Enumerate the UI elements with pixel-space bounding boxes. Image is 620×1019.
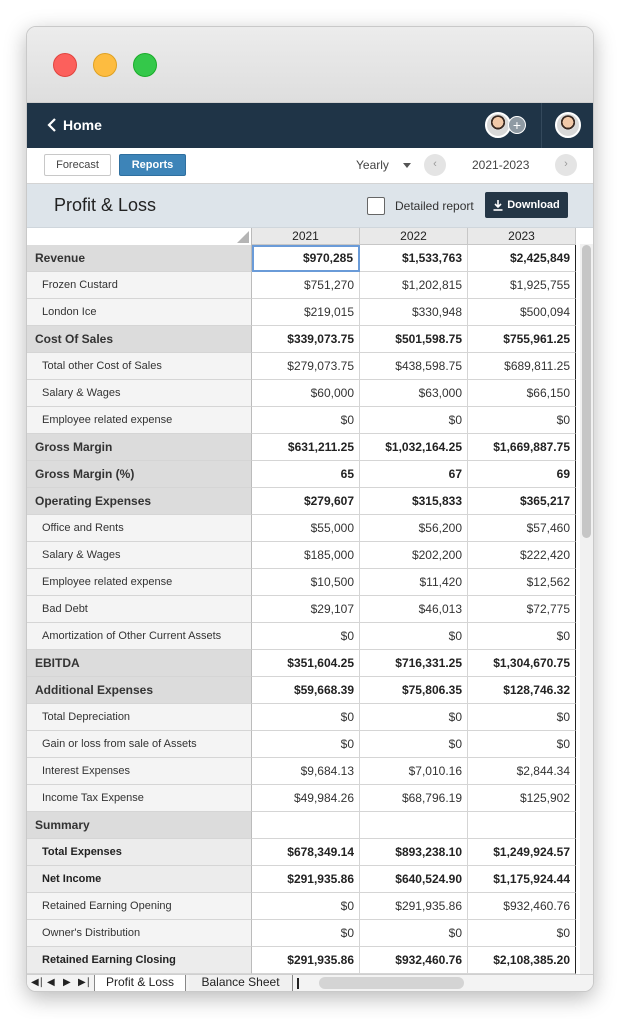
table-cell[interactable]: $751,270 <box>252 272 360 299</box>
table-cell[interactable]: $202,200 <box>360 542 468 569</box>
row-label: Revenue <box>27 245 252 272</box>
table-cell[interactable]: $0 <box>468 704 576 731</box>
period-select[interactable]: Yearly <box>356 158 389 172</box>
row-label: Gain or loss from sale of Assets <box>27 731 252 758</box>
add-collaborator-icon[interactable]: + <box>508 116 526 134</box>
row-label: Salary & Wages <box>27 542 252 569</box>
detailed-report-checkbox[interactable] <box>367 197 385 215</box>
table-cell[interactable]: $63,000 <box>360 380 468 407</box>
table-body <box>27 245 579 974</box>
table-cell[interactable] <box>468 812 576 839</box>
row-label: Employee related expense <box>27 569 252 596</box>
table-cell[interactable]: $339,073.75 <box>252 326 360 353</box>
table-cell[interactable]: $55,000 <box>252 515 360 542</box>
row-label: Frozen Custard <box>27 272 252 299</box>
table-cell[interactable]: $716,331.25 <box>360 650 468 677</box>
row-label: Bad Debt <box>27 596 252 623</box>
table-row <box>27 758 579 785</box>
table-row <box>27 677 579 704</box>
last-sheet-icon[interactable]: ▶∣ <box>78 977 91 988</box>
sheet-tab-profit-loss[interactable]: Profit & Loss <box>94 975 186 991</box>
table-row <box>27 650 579 677</box>
column-header[interactable]: 2023 <box>468 228 576 245</box>
table-cell[interactable]: $2,844.34 <box>468 758 576 785</box>
table-row <box>27 812 579 839</box>
table-cell[interactable]: $500,094 <box>468 299 576 326</box>
table-row <box>27 596 579 623</box>
row-label: Income Tax Expense <box>27 785 252 812</box>
table-cell[interactable]: $0 <box>252 623 360 650</box>
table-cell[interactable]: $49,984.26 <box>252 785 360 812</box>
table-cell[interactable]: $0 <box>252 893 360 920</box>
row-label: Operating Expenses <box>27 488 252 515</box>
table-row <box>27 920 579 947</box>
table-row <box>27 353 579 380</box>
table-cell[interactable]: $0 <box>360 407 468 434</box>
table-cell[interactable]: $279,073.75 <box>252 353 360 380</box>
row-label: Net Income <box>27 866 252 893</box>
table-cell[interactable]: $279,607 <box>252 488 360 515</box>
table-cell[interactable]: $1,032,164.25 <box>360 434 468 461</box>
table-cell[interactable]: 69 <box>468 461 576 488</box>
sheet-divider <box>297 978 299 989</box>
reports-tab[interactable]: Reports <box>119 154 186 176</box>
table-cell[interactable]: $68,796.19 <box>360 785 468 812</box>
table-cell[interactable]: $59,668.39 <box>252 677 360 704</box>
navbar-divider <box>541 103 542 148</box>
table-cell[interactable]: $0 <box>252 920 360 947</box>
table-cell[interactable]: $0 <box>252 407 360 434</box>
table-cell[interactable]: $1,175,924.44 <box>468 866 576 893</box>
table-cell[interactable]: $0 <box>468 920 576 947</box>
row-label: Cost Of Sales <box>27 326 252 353</box>
table-cell[interactable]: 65 <box>252 461 360 488</box>
prev-sheet-icon[interactable]: ◀ <box>47 977 55 988</box>
table-cell[interactable]: $0 <box>468 731 576 758</box>
table-cell[interactable]: $66,150 <box>468 380 576 407</box>
table-cell[interactable]: $0 <box>360 623 468 650</box>
column-header[interactable]: 2021 <box>252 228 360 245</box>
table-cell[interactable] <box>252 812 360 839</box>
row-label: Salary & Wages <box>27 380 252 407</box>
page-title: Profit & Loss <box>54 195 157 215</box>
vertical-scrollbar[interactable] <box>580 244 593 975</box>
table-cell[interactable]: $438,598.75 <box>360 353 468 380</box>
sheet-tab-balance-sheet[interactable]: Balance Sheet <box>189 975 293 991</box>
report-header <box>27 184 593 228</box>
download-label: Download <box>507 199 560 211</box>
row-label: London Ice <box>27 299 252 326</box>
table-cell[interactable]: $222,420 <box>468 542 576 569</box>
table-cell[interactable]: $315,833 <box>360 488 468 515</box>
table-cell[interactable]: $678,349.14 <box>252 839 360 866</box>
table-row <box>27 947 579 974</box>
table-cell[interactable]: $2,108,385.20 <box>468 947 576 974</box>
download-button[interactable] <box>485 192 568 218</box>
minimize-window-button[interactable] <box>93 53 117 77</box>
table-cell[interactable]: $893,238.10 <box>360 839 468 866</box>
table-cell[interactable]: $9,684.13 <box>252 758 360 785</box>
detailed-report-label: Detailed report <box>395 199 474 213</box>
column-header-row <box>27 228 579 245</box>
table-cell[interactable]: $291,935.86 <box>252 947 360 974</box>
table-cell[interactable]: $1,304,670.75 <box>468 650 576 677</box>
table-cell[interactable]: 67 <box>360 461 468 488</box>
row-label: Total Expenses <box>27 839 252 866</box>
table-cell[interactable]: $10,500 <box>252 569 360 596</box>
date-range-label: 2021-2023 <box>472 158 530 172</box>
corner-triangle-icon <box>237 231 249 243</box>
table-cell[interactable]: $0 <box>468 407 576 434</box>
top-navbar <box>27 103 593 148</box>
table-row <box>27 623 579 650</box>
table-cell[interactable]: $291,935.86 <box>360 893 468 920</box>
row-label: Amortization of Other Current Assets <box>27 623 252 650</box>
table-cell[interactable]: $12,562 <box>468 569 576 596</box>
table-cell[interactable]: $56,200 <box>360 515 468 542</box>
column-header[interactable]: 2022 <box>360 228 468 245</box>
table-cell[interactable]: $0 <box>360 704 468 731</box>
table-row <box>27 326 579 353</box>
row-label: Office and Rents <box>27 515 252 542</box>
chevron-left-icon <box>47 118 57 132</box>
report-toolbar <box>27 148 593 184</box>
table-row <box>27 704 579 731</box>
table-cell[interactable]: $970,285 <box>252 245 360 272</box>
table-row <box>27 299 579 326</box>
row-label: Employee related expense <box>27 407 252 434</box>
table-row <box>27 569 579 596</box>
table-cell[interactable]: $689,811.25 <box>468 353 576 380</box>
table-cell[interactable]: $932,460.76 <box>468 893 576 920</box>
table-row <box>27 893 579 920</box>
table-cell[interactable]: $75,806.35 <box>360 677 468 704</box>
table-cell[interactable]: $1,533,763 <box>360 245 468 272</box>
table-row <box>27 488 579 515</box>
table-cell[interactable]: $1,249,924.57 <box>468 839 576 866</box>
row-label: Gross Margin (%) <box>27 461 252 488</box>
horizontal-scrollbar[interactable] <box>319 977 464 989</box>
previous-range-button[interactable]: ‹ <box>424 154 446 176</box>
maximize-window-button[interactable] <box>133 53 157 77</box>
table-cell[interactable]: $501,598.75 <box>360 326 468 353</box>
table-row <box>27 461 579 488</box>
row-label: Owner's Distribution <box>27 920 252 947</box>
table-row <box>27 272 579 299</box>
download-icon <box>493 200 503 211</box>
row-label: Retained Earning Opening <box>27 893 252 920</box>
table-cell[interactable]: $7,010.16 <box>360 758 468 785</box>
window-titlebar <box>27 27 593 103</box>
sheet-tab-bar <box>27 974 594 991</box>
table-row <box>27 515 579 542</box>
table-cell[interactable]: $185,000 <box>252 542 360 569</box>
forecast-tab[interactable]: Forecast <box>44 154 111 176</box>
table-row <box>27 245 579 272</box>
table-row <box>27 380 579 407</box>
table-row <box>27 434 579 461</box>
user-avatar[interactable] <box>555 112 581 138</box>
table-cell[interactable]: $46,013 <box>360 596 468 623</box>
table-cell[interactable]: $351,604.25 <box>252 650 360 677</box>
table-cell[interactable]: $755,961.25 <box>468 326 576 353</box>
table-cell[interactable]: $1,202,815 <box>360 272 468 299</box>
table-cell[interactable]: $1,669,887.75 <box>468 434 576 461</box>
spreadsheet-grid <box>27 228 593 976</box>
row-label: Total other Cost of Sales <box>27 353 252 380</box>
table-cell[interactable] <box>360 812 468 839</box>
first-sheet-icon[interactable]: ◀∣ <box>31 977 44 988</box>
table-row <box>27 866 579 893</box>
chevron-down-icon[interactable] <box>403 163 411 168</box>
close-window-button[interactable] <box>53 53 77 77</box>
table-cell[interactable]: $72,775 <box>468 596 576 623</box>
vertical-scroll-thumb[interactable] <box>582 245 591 538</box>
table-cell[interactable]: $60,000 <box>252 380 360 407</box>
table-cell[interactable]: $0 <box>252 704 360 731</box>
table-row <box>27 785 579 812</box>
table-cell[interactable]: $365,217 <box>468 488 576 515</box>
table-cell[interactable]: $11,420 <box>360 569 468 596</box>
table-cell[interactable]: $330,948 <box>360 299 468 326</box>
table-cell[interactable]: $0 <box>468 623 576 650</box>
row-label: EBITDA <box>27 650 252 677</box>
table-cell[interactable]: $125,902 <box>468 785 576 812</box>
table-row <box>27 542 579 569</box>
table-row <box>27 839 579 866</box>
row-label: Total Depreciation <box>27 704 252 731</box>
table-cell[interactable]: $57,460 <box>468 515 576 542</box>
table-cell[interactable]: $0 <box>360 731 468 758</box>
next-range-button[interactable]: › <box>555 154 577 176</box>
next-sheet-icon[interactable]: ▶ <box>63 977 71 988</box>
table-cell[interactable]: $640,524.90 <box>360 866 468 893</box>
table-row <box>27 407 579 434</box>
table-cell[interactable]: $29,107 <box>252 596 360 623</box>
app-window <box>26 26 594 992</box>
row-label: Additional Expenses <box>27 677 252 704</box>
table-cell[interactable]: $932,460.76 <box>360 947 468 974</box>
table-cell[interactable]: $219,015 <box>252 299 360 326</box>
table-row <box>27 731 579 758</box>
table-cell[interactable]: $291,935.86 <box>252 866 360 893</box>
table-cell[interactable]: $128,746.32 <box>468 677 576 704</box>
select-all-corner[interactable] <box>27 228 252 245</box>
row-label: Summary <box>27 812 252 839</box>
table-cell[interactable]: $2,425,849 <box>468 245 576 272</box>
table-cell[interactable]: $631,211.25 <box>252 434 360 461</box>
table-cell[interactable]: $0 <box>252 731 360 758</box>
row-label: Retained Earning Closing <box>27 947 252 974</box>
table-cell[interactable]: $1,925,755 <box>468 272 576 299</box>
table-cell[interactable]: $0 <box>360 920 468 947</box>
row-label: Interest Expenses <box>27 758 252 785</box>
row-label: Gross Margin <box>27 434 252 461</box>
home-link[interactable] <box>47 117 102 133</box>
home-label: Home <box>63 117 102 133</box>
